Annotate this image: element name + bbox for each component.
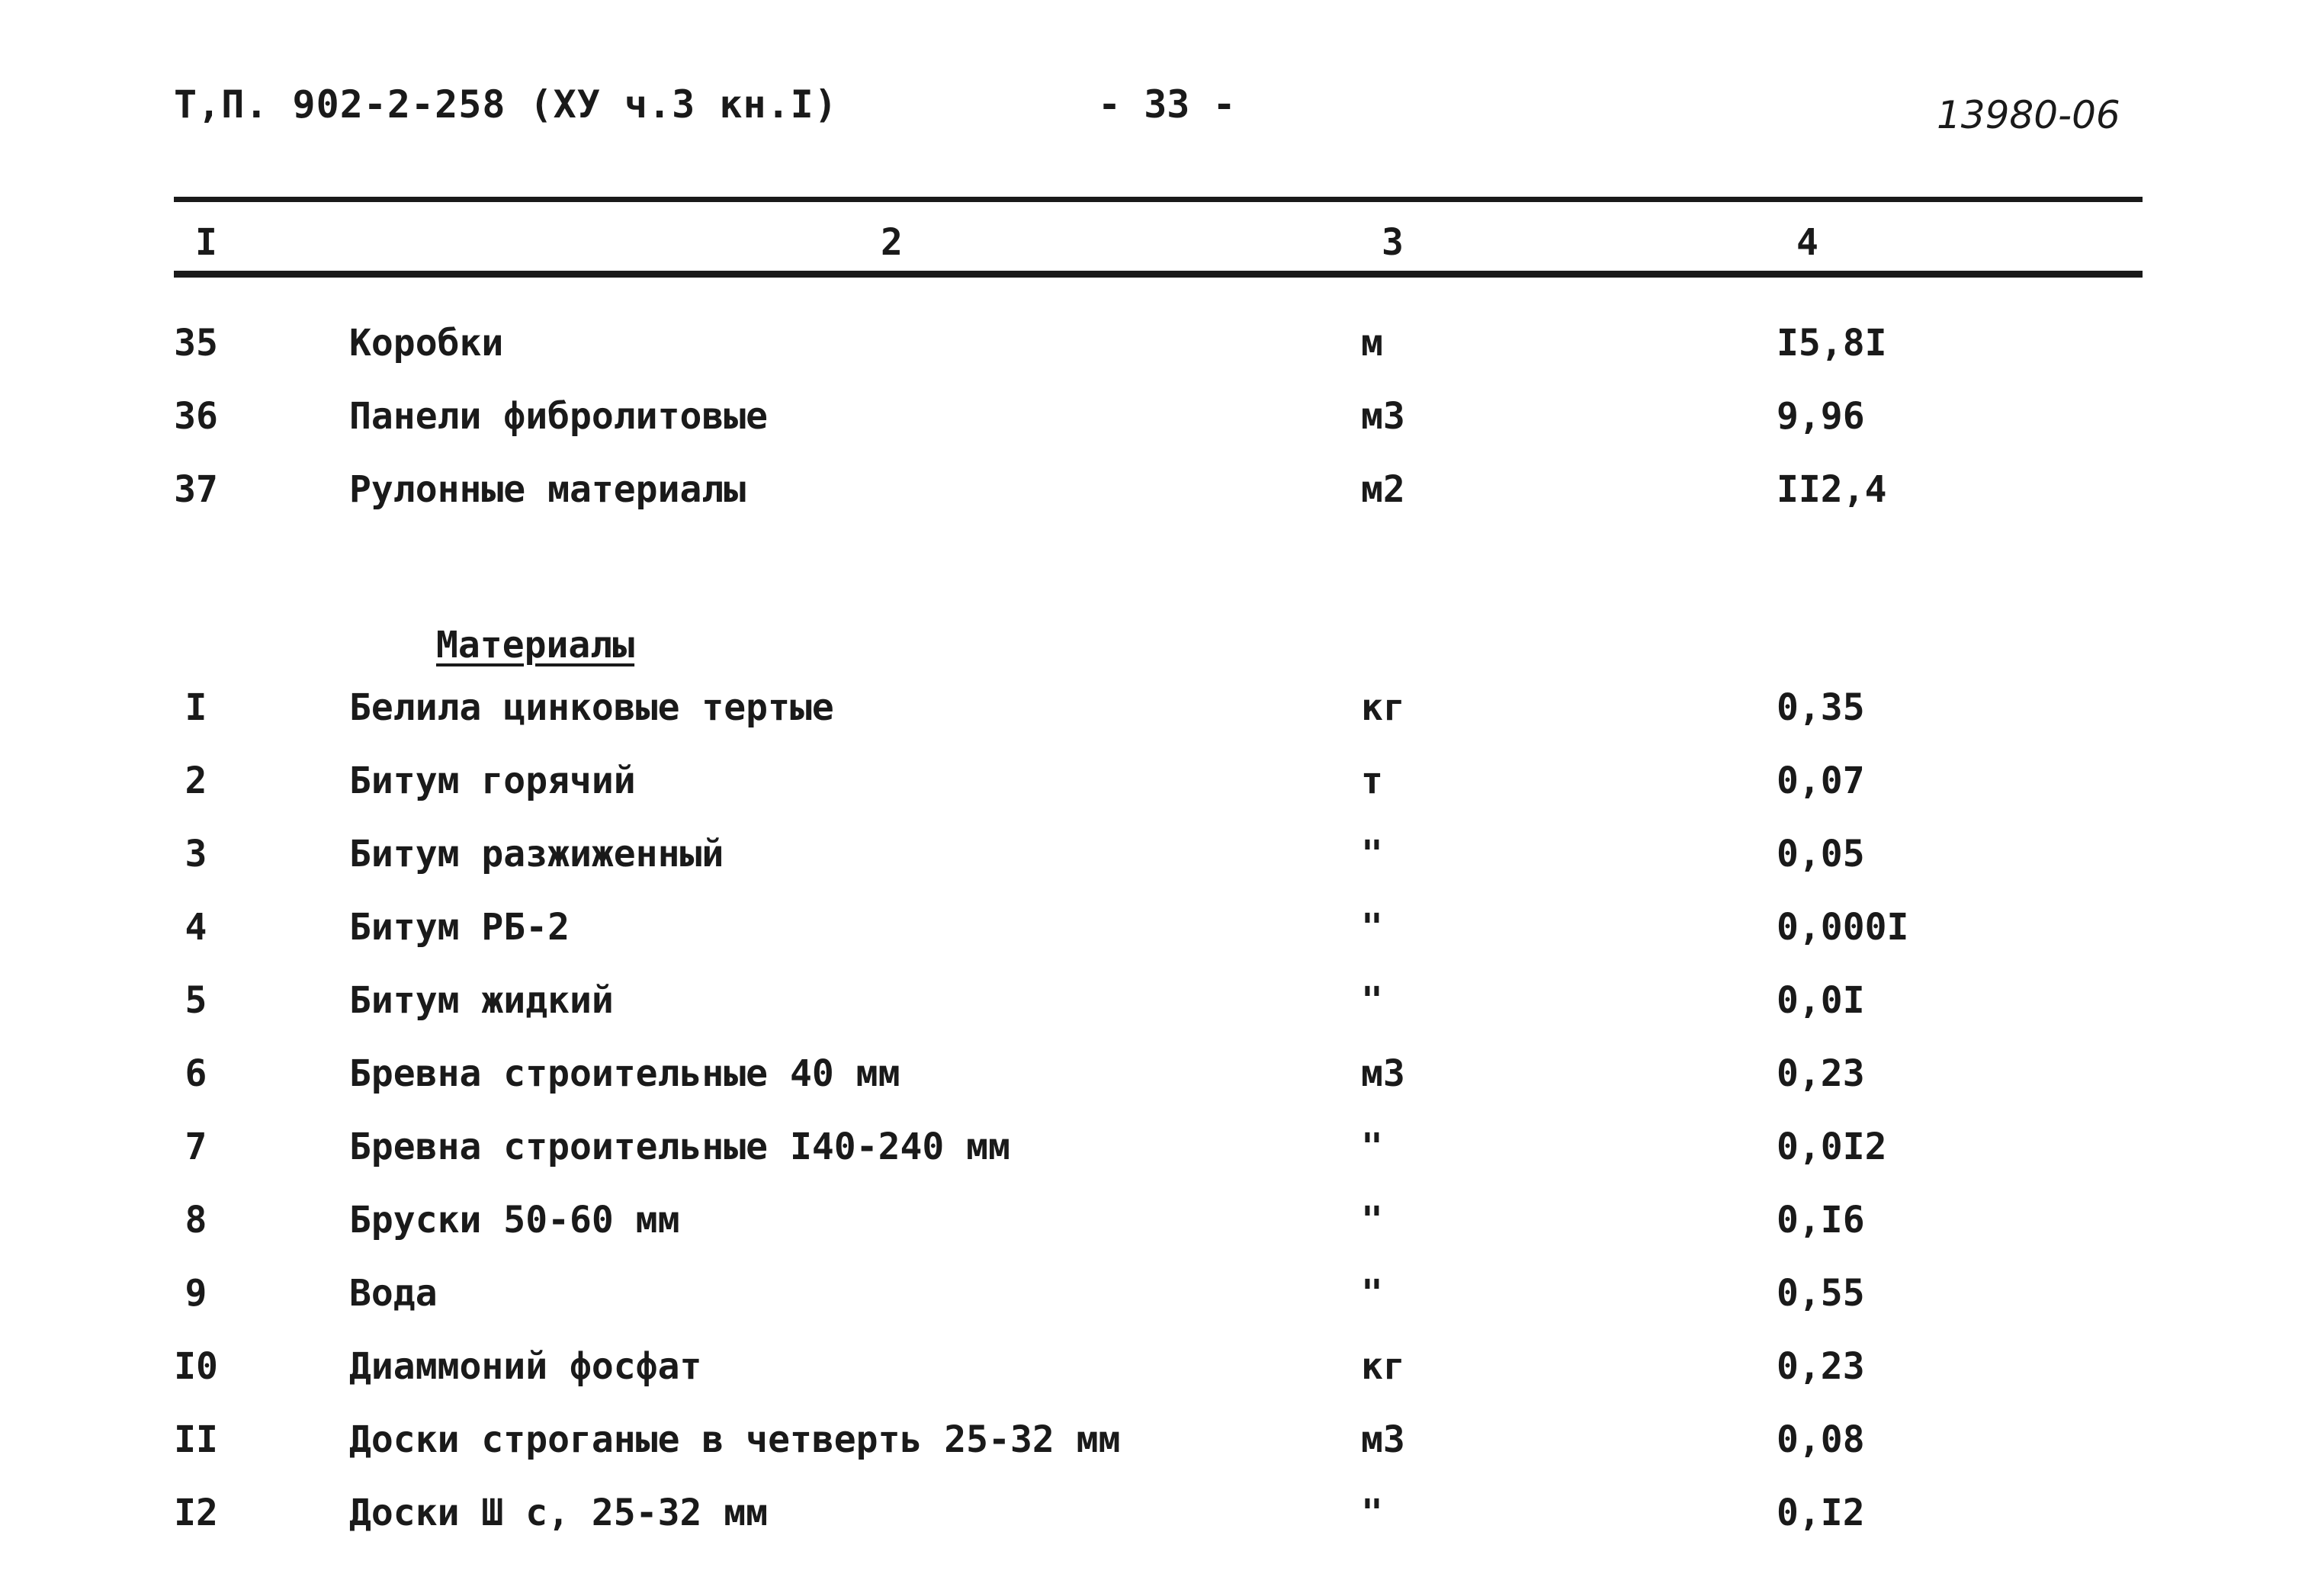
section-title: Материалы: [436, 624, 635, 666]
row-name: Бревна строительные 40 мм: [349, 1052, 900, 1095]
table-row: [0, 904, 2324, 978]
row-unit: ": [1361, 1272, 1383, 1315]
row-unit: ": [1361, 1492, 1383, 1534]
row-name: Битум горячий: [349, 760, 636, 802]
row-unit: м3: [1361, 395, 1405, 438]
row-unit: т: [1361, 760, 1383, 802]
row-number: 36: [174, 395, 218, 438]
column-header-4: 4: [1796, 221, 1818, 264]
row-unit: м2: [1361, 468, 1405, 511]
row-name: Панели фибролитовые: [349, 395, 769, 438]
materials-rows: [0, 685, 2324, 1563]
document-reference: Т,П. 902-2-258 (ХУ ч.3 кн.I): [174, 82, 838, 127]
table-header-rule: [174, 271, 2143, 278]
row-name: Рулонные материалы: [349, 468, 746, 511]
table-row: [0, 393, 2324, 467]
row-number: 3: [185, 833, 207, 875]
row-number: I0: [174, 1345, 218, 1388]
row-number: 9: [185, 1272, 207, 1315]
row-unit: м3: [1361, 1052, 1405, 1095]
table-row: [0, 1344, 2324, 1417]
row-quantity: I5,8I: [1777, 322, 1887, 365]
row-quantity: 0,I6: [1777, 1199, 1865, 1241]
row-unit: кг: [1361, 686, 1405, 729]
table-top-rule: [174, 197, 2143, 202]
column-header-1: I: [195, 221, 217, 264]
row-unit: ": [1361, 833, 1383, 875]
row-number: I: [185, 686, 207, 729]
row-name: Диаммоний фосфат: [349, 1345, 702, 1388]
table-row: [0, 320, 2324, 393]
row-number: 5: [185, 979, 207, 1022]
table-row: [0, 758, 2324, 831]
row-quantity: 0,I2: [1777, 1492, 1865, 1534]
row-quantity: 0,0I: [1777, 979, 1865, 1022]
column-header-2: 2: [881, 221, 903, 264]
table-row: [0, 1490, 2324, 1563]
row-number: 37: [174, 468, 218, 511]
section-heading: [0, 540, 2324, 685]
row-unit: м: [1361, 322, 1383, 365]
table-row: [0, 831, 2324, 904]
row-unit: м3: [1361, 1418, 1405, 1461]
row-name: Битум разжиженный: [349, 833, 724, 875]
row-unit: ": [1361, 906, 1383, 949]
row-name: Коробки: [349, 322, 504, 365]
row-quantity: 0,23: [1777, 1345, 1865, 1388]
row-quantity: 0,07: [1777, 760, 1865, 802]
row-number: 4: [185, 906, 207, 949]
handwritten-code: 13980-06: [1937, 93, 2120, 137]
row-quantity: 0,08: [1777, 1418, 1865, 1461]
row-name: Битум РБ-2: [349, 906, 570, 949]
row-number: 8: [185, 1199, 207, 1241]
row-name: Битум жидкий: [349, 979, 614, 1022]
row-name: Вода: [349, 1272, 438, 1315]
row-number: I2: [174, 1492, 218, 1534]
row-unit: ": [1361, 1199, 1383, 1241]
table-row: [0, 467, 2324, 540]
row-unit: кг: [1361, 1345, 1405, 1388]
table-row: [0, 685, 2324, 758]
row-number: 7: [185, 1126, 207, 1168]
row-quantity: 0,0I2: [1777, 1126, 1887, 1168]
row-number: 35: [174, 322, 218, 365]
table-row: [0, 1417, 2324, 1490]
table-row: [0, 1270, 2324, 1344]
row-unit: ": [1361, 979, 1383, 1022]
row-quantity: 0,23: [1777, 1052, 1865, 1095]
materials-table: [0, 320, 2324, 1563]
row-quantity: 9,96: [1777, 395, 1865, 438]
row-name: Белила цинковые тертые: [349, 686, 834, 729]
row-quantity: 0,55: [1777, 1272, 1865, 1315]
page-number: - 33 -: [1098, 82, 1236, 127]
row-quantity: 0,000I: [1777, 906, 1909, 949]
row-name: Доски строганые в четверть 25-32 мм: [349, 1418, 1121, 1461]
table-row: [0, 1197, 2324, 1270]
row-number: 6: [185, 1052, 207, 1095]
row-name: Бревна строительные I40-240 мм: [349, 1126, 1010, 1168]
column-header-3: 3: [1382, 221, 1404, 264]
row-number: 2: [185, 760, 207, 802]
row-number: II: [174, 1418, 218, 1461]
row-quantity: II2,4: [1777, 468, 1887, 511]
row-quantity: 0,35: [1777, 686, 1865, 729]
row-name: Доски Ш с, 25-32 мм: [349, 1492, 769, 1534]
row-quantity: 0,05: [1777, 833, 1865, 875]
row-name: Бруски 50-60 мм: [349, 1199, 680, 1241]
row-unit: ": [1361, 1126, 1383, 1168]
table-row: [0, 978, 2324, 1051]
table-row: [0, 1051, 2324, 1124]
table-row: [0, 1124, 2324, 1197]
